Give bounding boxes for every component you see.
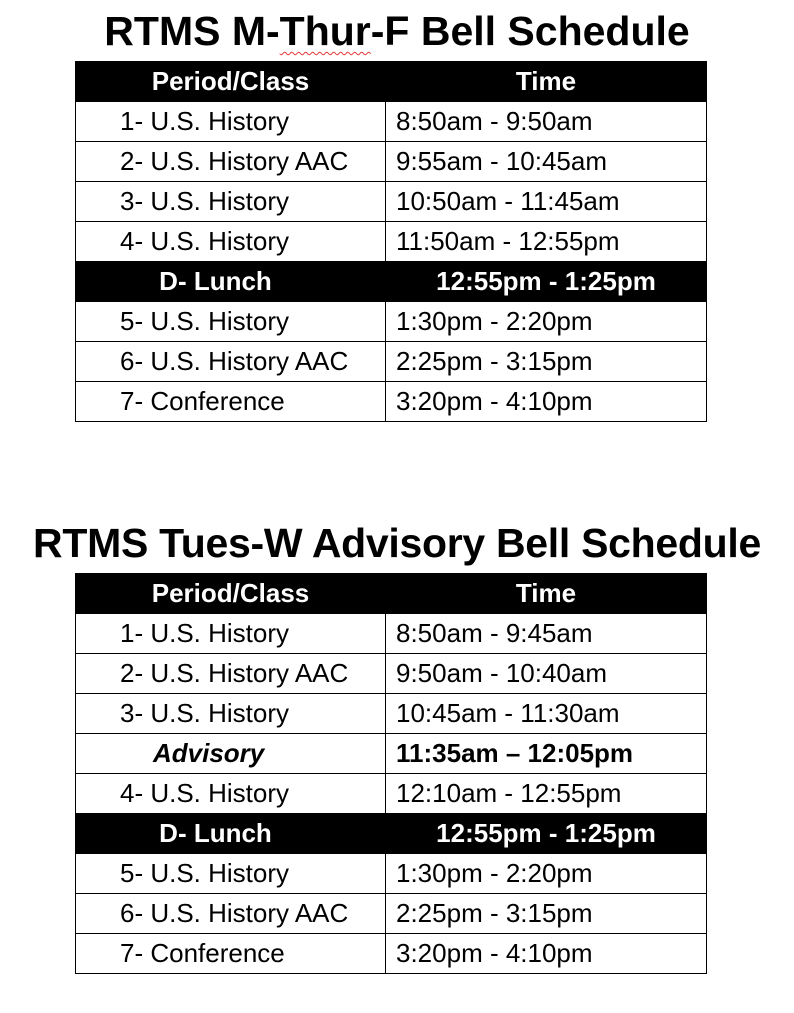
schedule-1-table — [75, 61, 707, 422]
period-cell: 7- Conference — [76, 934, 386, 974]
lunch-row — [76, 262, 707, 302]
period-cell: 7- Conference — [76, 382, 386, 422]
time-cell: 9:50am - 10:40am — [386, 654, 707, 694]
period-cell: 3- U.S. History — [76, 694, 386, 734]
period-cell: D- Lunch — [76, 262, 386, 302]
period-cell: 6- U.S. History AAC — [76, 894, 386, 934]
header-time: Time — [386, 62, 707, 102]
schedule-2-table — [75, 573, 707, 974]
period-cell: 5- U.S. History — [76, 302, 386, 342]
table-row — [76, 854, 707, 894]
period-cell: 2- U.S. History AAC — [76, 142, 386, 182]
time-cell: 11:50am - 12:55pm — [386, 222, 707, 262]
period-cell: D- Lunch — [76, 814, 386, 854]
table-row — [76, 382, 707, 422]
advisory-row — [76, 734, 707, 774]
time-cell: 1:30pm - 2:20pm — [386, 302, 707, 342]
period-cell: 3- U.S. History — [76, 182, 386, 222]
period-cell: 1- U.S. History — [76, 614, 386, 654]
table-row — [76, 654, 707, 694]
period-cell: 6- U.S. History AAC — [76, 342, 386, 382]
header-row — [76, 62, 707, 102]
table-row — [76, 614, 707, 654]
time-cell: 12:55pm - 1:25pm — [386, 814, 707, 854]
table-row — [76, 342, 707, 382]
header-period-class: Period/Class — [76, 62, 386, 102]
time-cell: 11:35am – 12:05pm — [386, 734, 707, 774]
period-cell: 2- U.S. History AAC — [76, 654, 386, 694]
title-part: RTMS M- — [104, 8, 280, 54]
table-row — [76, 102, 707, 142]
time-cell: 9:55am - 10:45am — [386, 142, 707, 182]
spellcheck-word: Thur — [279, 8, 371, 54]
time-cell: 12:10am - 12:55pm — [386, 774, 707, 814]
header-time: Time — [386, 574, 707, 614]
period-cell: 1- U.S. History — [76, 102, 386, 142]
period-cell: Advisory — [76, 734, 386, 774]
lunch-row — [76, 814, 707, 854]
time-cell: 12:55pm - 1:25pm — [386, 262, 707, 302]
table-row — [76, 934, 707, 974]
time-cell: 8:50am - 9:45am — [386, 614, 707, 654]
period-cell: 5- U.S. History — [76, 854, 386, 894]
table-row — [76, 182, 707, 222]
table-row — [76, 694, 707, 734]
schedule-1-title — [0, 7, 794, 55]
time-cell: 3:20pm - 4:10pm — [386, 934, 707, 974]
table-row — [76, 302, 707, 342]
time-cell: 10:50am - 11:45am — [386, 182, 707, 222]
title-part: -F Bell Schedule — [370, 8, 690, 54]
time-cell: 10:45am - 11:30am — [386, 694, 707, 734]
time-cell: 2:25pm - 3:15pm — [386, 342, 707, 382]
period-cell: 4- U.S. History — [76, 774, 386, 814]
header-row — [76, 574, 707, 614]
table-row — [76, 222, 707, 262]
time-cell: 2:25pm - 3:15pm — [386, 894, 707, 934]
table-row — [76, 142, 707, 182]
header-period-class: Period/Class — [76, 574, 386, 614]
schedule-2-title: RTMS Tues-W Advisory Bell Schedule — [33, 520, 761, 566]
table-row — [76, 894, 707, 934]
period-cell: 4- U.S. History — [76, 222, 386, 262]
time-cell: 1:30pm - 2:20pm — [386, 854, 707, 894]
time-cell: 3:20pm - 4:10pm — [386, 382, 707, 422]
time-cell: 8:50am - 9:50am — [386, 102, 707, 142]
table-row — [76, 774, 707, 814]
